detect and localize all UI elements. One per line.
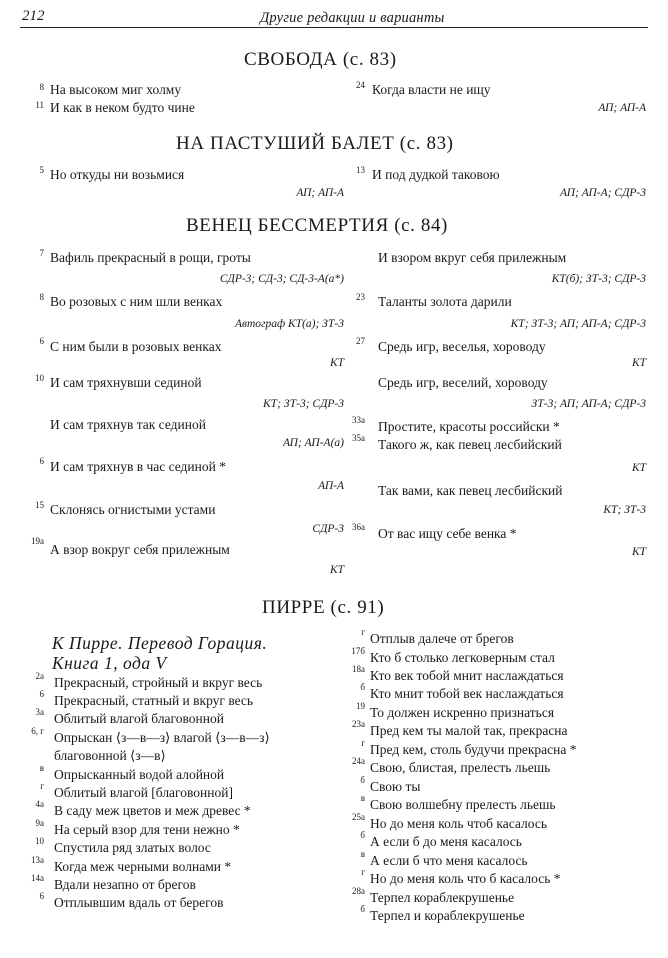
verse-line: Терпел и кораблекрушенье — [370, 908, 525, 923]
line-number: 33а — [352, 415, 365, 425]
line-number: 8 — [39, 82, 44, 92]
line-number: 3а — [35, 707, 44, 717]
verse-line: И как в неком будто чине — [50, 100, 195, 115]
verse-line: Кто мнит тобой век наслаждаться — [370, 686, 564, 701]
running-title: Другие редакции и варианты — [260, 10, 445, 26]
line-number: 10 — [35, 373, 44, 383]
verse-line: Опрысканный водой алойной — [54, 767, 225, 782]
line-number: 24а — [352, 756, 365, 766]
line-number: 25а — [352, 812, 365, 822]
line-number: 23 — [356, 292, 365, 302]
verse-line: Средь игр, веселья, хороводу — [378, 339, 546, 354]
source-ref: КТ; ЗТ-3; СДР-3 — [263, 398, 344, 410]
source-ref: КТ — [631, 462, 646, 474]
verse-line: Так вами, как певец лесбийский — [378, 483, 563, 498]
source-ref: КТ — [631, 357, 646, 369]
verse-line: Вафиль прекрасный в рощи, гроты — [50, 250, 251, 265]
verse-line: Свою, блистая, прелесть льешь — [370, 760, 551, 775]
line-number: 6 — [39, 689, 44, 699]
verse-line: Такого ж, как певец лесбийский — [378, 437, 562, 452]
source-ref: СДР-3; СД-3; СД-3-А(а*) — [219, 273, 344, 285]
verse-line: Когда власти не ищу — [372, 82, 491, 97]
line-number: 6, г — [31, 726, 44, 736]
line-number: 35а — [352, 433, 365, 443]
section-title-venets: ВЕНЕЦ БЕССМЕРТИЯ (с. 84) — [186, 215, 448, 236]
line-number: б — [360, 830, 365, 840]
line-number: 13 — [356, 165, 365, 175]
header-rule — [20, 27, 648, 28]
source-ref: КТ — [329, 357, 344, 369]
verse-line: Средь игр, веселий, хороводу — [378, 375, 548, 390]
pirre-subtitle: К Пирре. Перевод Горация. — [52, 633, 268, 653]
verse-line: Склонясь огнистыми устами — [50, 502, 216, 517]
verse-line: Вдали незапно от брегов — [54, 877, 196, 892]
verse-line: Пред кем ты малой так, прекрасна — [370, 723, 568, 738]
line-number: 14а — [31, 873, 44, 883]
verse-line: Но до меня коль что б касалось * — [370, 871, 561, 886]
line-number: 10 — [35, 836, 44, 846]
line-number: б — [360, 775, 365, 785]
source-ref: АП; АП-А — [598, 102, 646, 114]
page-number: 212 — [22, 8, 45, 24]
verse-line: Когда меж черными волнами * — [54, 859, 232, 874]
source-ref: КТ — [329, 564, 344, 576]
line-number: 9а — [35, 818, 44, 828]
line-number: в — [360, 849, 365, 859]
verse-line: Пред кем, столь будучи прекрасна * — [370, 742, 577, 757]
verse-line: И сам тряхнувши сединой — [50, 375, 202, 390]
section-title-pirre: ПИРРЕ (с. 91) — [262, 597, 385, 618]
verse-line: И взором вкруг себя прилежным — [378, 250, 567, 265]
verse-line: Терпел кораблекрушенье — [370, 890, 515, 905]
line-number: 27 — [356, 336, 365, 346]
line-number: 19 — [356, 701, 365, 711]
line-number: г — [361, 867, 365, 877]
line-number: 23а — [352, 719, 365, 729]
verse-line: И сам тряхнув так сединой — [50, 417, 206, 432]
line-number: 24 — [356, 80, 365, 90]
line-number: б — [360, 904, 365, 914]
line-number: в — [360, 793, 365, 803]
line-number: 6 — [39, 891, 44, 901]
verse-line: Опрыскан ⟨з—в—з⟩ влагой ⟨з—в—з⟩ — [54, 730, 270, 745]
verse-line: Облитый влагой [благовонной] — [54, 785, 233, 800]
verse-line: Свою ты — [370, 779, 421, 794]
verse-line: То должен искренно признаться — [370, 705, 555, 720]
source-ref: Автограф КТ(а); ЗТ-3 — [234, 318, 344, 330]
line-number: 11 — [35, 100, 44, 110]
section-title-svoboda: СВОБОДА (с. 83) — [244, 49, 397, 70]
verse-line: Таланты золота дарили — [378, 294, 512, 309]
verse-line: В саду меж цветов и меж древес * — [54, 803, 251, 818]
pirre-subtitle: Книга 1, ода V — [52, 653, 167, 673]
source-ref: КТ — [631, 546, 646, 558]
verse-line: С ним были в розовых венках — [50, 339, 222, 354]
source-ref: КТ(б); ЗТ-3; СДР-3 — [551, 273, 646, 285]
line-number: 2а — [35, 671, 44, 681]
source-ref: КТ; ЗТ-3 — [603, 504, 646, 516]
verse-line: Прекрасный, стройный и вкруг весь — [54, 675, 263, 690]
section-title-pastush: НА ПАСТУШИЙ БАЛЕТ (с. 83) — [176, 133, 454, 154]
verse-line: Но откуды ни возьмися — [50, 167, 185, 182]
verse-line: Но до меня коль чтоб касалось — [370, 816, 548, 831]
verse-line: Спустила ряд златых волос — [54, 840, 211, 855]
verse-line: Во розовых с ним шли венках — [50, 294, 223, 309]
line-number: в — [39, 763, 44, 773]
line-number: 18а — [352, 664, 365, 674]
line-number: г — [361, 738, 365, 748]
verse-line: На серый взор для тени нежно * — [54, 822, 240, 837]
line-number: 4а — [35, 799, 44, 809]
verse-line: Облитый влагой благовонной — [54, 711, 224, 726]
line-number: 28а — [352, 886, 365, 896]
source-ref: АП; АП-А(а) — [282, 437, 344, 449]
source-ref: СДР-3 — [312, 523, 344, 535]
verse-line: И сам тряхнув в час сединой * — [50, 459, 226, 474]
verse-line: Отплывшим вдаль от берегов — [54, 895, 224, 910]
verse-line: А если б до меня касалось — [370, 834, 522, 849]
line-number: 17б — [351, 646, 365, 656]
line-number: 8 — [39, 292, 44, 302]
line-number: 15 — [35, 500, 44, 510]
line-number: г — [361, 627, 365, 637]
source-ref: АП-А — [318, 480, 344, 492]
source-ref: КТ; ЗТ-3; АП; АП-А; СДР-3 — [510, 318, 646, 330]
line-number: 13а — [31, 855, 44, 865]
verse-line: А взор вокруг себя прилежным — [50, 542, 230, 557]
source-ref: ЗТ-3; АП; АП-А; СДР-3 — [531, 398, 646, 410]
line-number: б — [360, 682, 365, 692]
line-number: 36а — [352, 522, 365, 532]
verse-line: Кто б столько легковерным стал — [370, 650, 555, 665]
line-number: г — [40, 781, 44, 791]
source-ref: АП; АП-А — [296, 187, 344, 199]
line-number: 7 — [39, 248, 44, 258]
verse-line: Простите, красоты российски * — [378, 419, 560, 434]
verse-line: Прекрасный, статный и вкруг весь — [54, 693, 254, 708]
verse-line: Свою волшебну прелесть льешь — [370, 797, 556, 812]
line-number: 6 — [39, 336, 44, 346]
verse-line: На высоком миг холму — [50, 82, 182, 97]
line-number: 5 — [39, 165, 44, 175]
line-number: 6 — [39, 456, 44, 466]
line-number: 19а — [31, 536, 44, 546]
verse-line: Кто век тобой мнит наслаждаться — [370, 668, 564, 683]
verse-line: Отплыв далече от брегов — [370, 631, 514, 646]
verse-line: И под дудкой таковою — [372, 167, 500, 182]
verse-line: благовонной ⟨з—в⟩ — [54, 748, 166, 763]
verse-line: А если б что меня касалось — [370, 853, 528, 868]
source-ref: АП; АП-А; СДР-3 — [560, 187, 646, 199]
verse-line: От вас ищу себе венка * — [378, 526, 517, 541]
